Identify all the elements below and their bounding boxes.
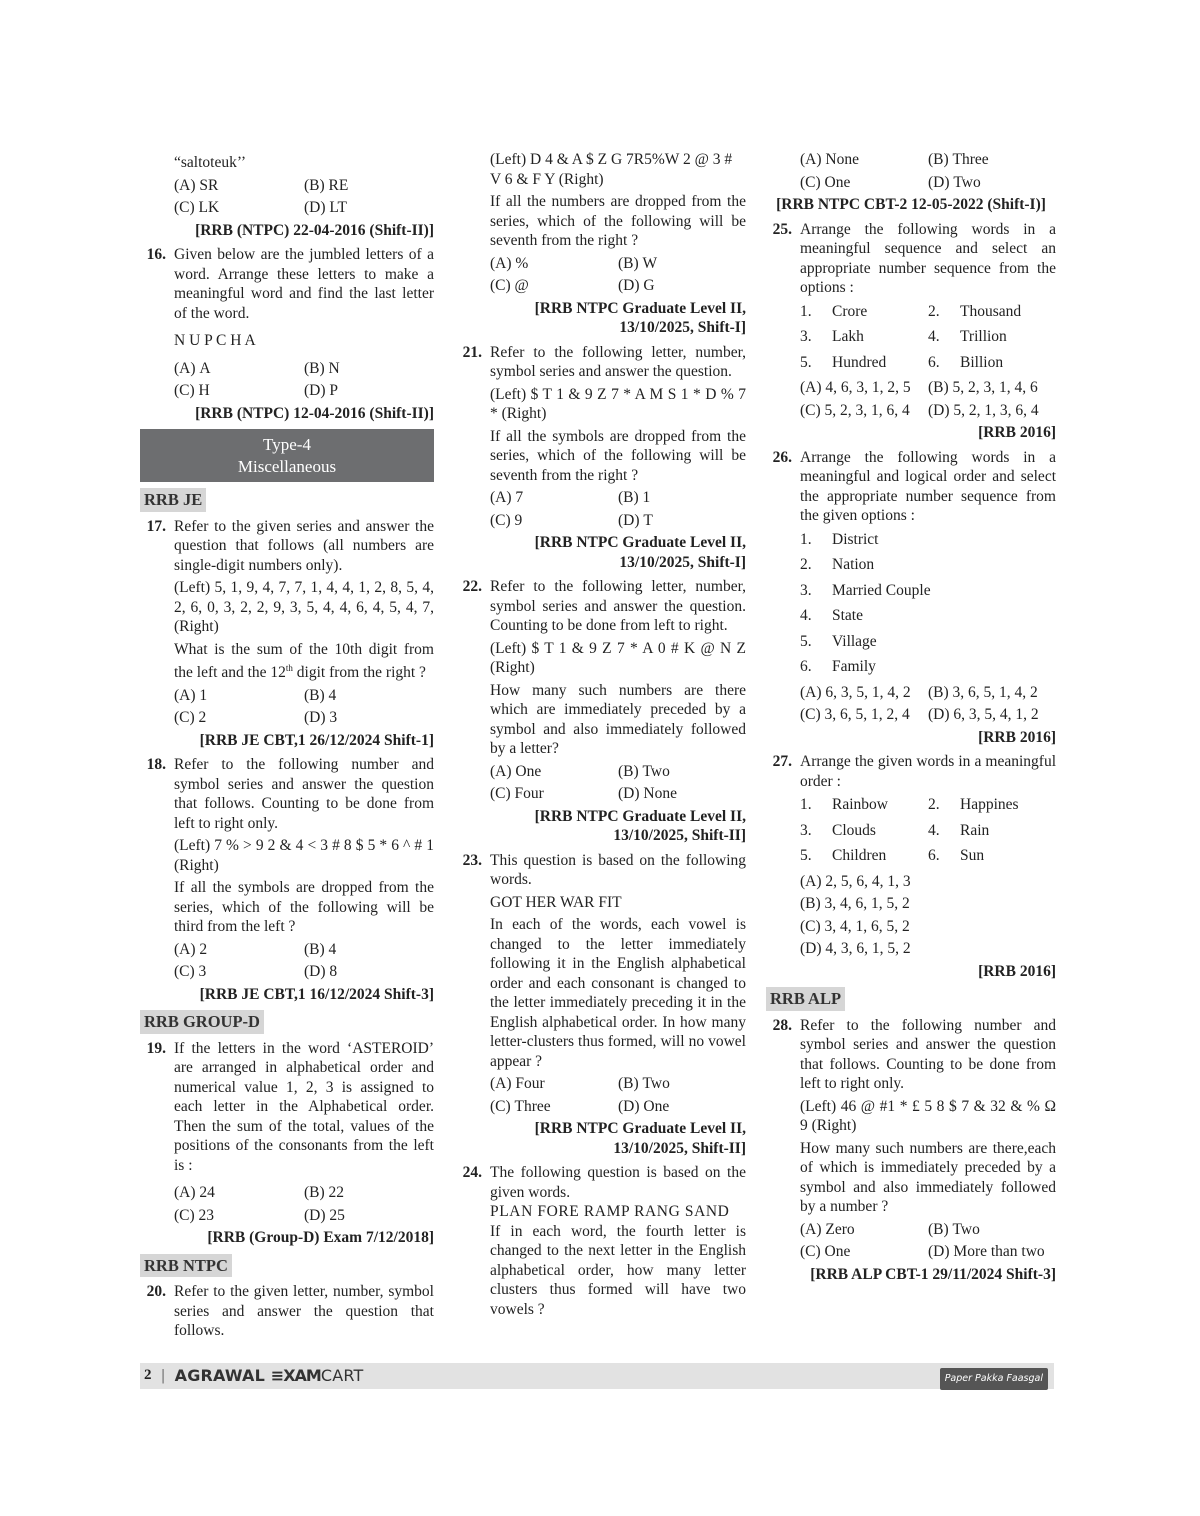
series: (Left) $ T 1 & 9 Z 7 * A 0 # K @ N Z (Right) (490, 639, 746, 676)
series: (Left) 46 @ #1 * £ 5 8 $ 7 & 32 & % Ω 9 (Right) (800, 1097, 1056, 1134)
exam-source: [RRB (NTPC) 12-04-2016 (Shift-II)] (195, 404, 434, 422)
option-a[interactable]: (A) 24 (174, 1184, 215, 1202)
type-title: Type-4 (263, 435, 311, 454)
exam-source: [RRB NTPC Graduate Level II, 13/10/2025, Shift-II] (534, 807, 746, 844)
question-text: Refer to the following letter, number, symbol series and answer the question. (490, 343, 746, 380)
list-item: 4. Trillion (928, 328, 1007, 345)
question-prompt: What is the sum of the 10th digit from the left and the 12th digit from the right ? (174, 640, 434, 682)
question-number: 16. (146, 246, 166, 263)
option-c[interactable]: (C) LK (174, 199, 220, 216)
option-a[interactable]: (A) 6, 3, 5, 1, 4, 2 (800, 683, 911, 701)
question-number: 19. (146, 1039, 166, 1057)
options (174, 686, 434, 728)
option-c[interactable]: (C) 23 (174, 1206, 215, 1224)
list-item: 2. Thousand (928, 302, 1022, 320)
option-b[interactable]: (B) 1 (618, 489, 651, 506)
exam-source: [RRB ALP CBT-1 29/11/2024 Shift-3] (810, 1265, 1056, 1283)
exam-source: [RRB NTPC Graduate Level II, 13/10/2025, Shift-I] (534, 534, 746, 571)
option-c[interactable]: (C) 3, 6, 5, 1, 2, 4 (800, 706, 910, 723)
question-21 (456, 343, 746, 573)
list-item: 6. Billion (928, 353, 1004, 371)
question-27 (766, 752, 1056, 981)
list-item: 2. Happines (928, 796, 1019, 813)
question-number: 18. (146, 756, 166, 774)
option-a[interactable]: (A) One (490, 762, 542, 780)
question-23 (456, 851, 746, 1159)
option-c[interactable]: (C) 2 (174, 709, 207, 727)
question-19 (140, 1039, 434, 1248)
option-c[interactable]: (C) One (800, 173, 851, 191)
series: (Left) D 4 & A $ Z G 7R5%W 2 @ 3 # V 6 & F Y (Right) (490, 151, 733, 188)
options (174, 940, 434, 982)
option-b[interactable]: (B) RE (304, 176, 349, 194)
question-text: Refer to the following letter, number, symbol series and answer the question. Counting to be done from left to right. (490, 578, 746, 634)
question-20-continuation (456, 150, 746, 338)
option-d[interactable]: (D) 4, 3, 6, 1, 5, 2 (800, 940, 911, 957)
option-c[interactable]: (C) @ (490, 277, 529, 294)
question-number: 17. (146, 517, 166, 535)
option-d[interactable]: (D) T (618, 511, 653, 529)
question-26 (766, 448, 1056, 748)
option-a[interactable]: (A) 2 (174, 940, 208, 958)
list-item: 2. Nation (800, 556, 875, 573)
question-text: Refer to the following number and symbol series and answer the question that follows. Counting to be done from left to right only. (800, 1016, 1056, 1092)
option-a[interactable]: (A) 2, 5, 6, 4, 1, 3 (800, 872, 911, 890)
option-a[interactable]: (A) A (174, 359, 211, 377)
question-text: Arrange the following words in a meaningful sequence and select an appropriate number sequence from the options : (800, 220, 1056, 296)
option-a[interactable]: (A) % (490, 254, 529, 272)
option-a[interactable]: (A) Zero (800, 1220, 855, 1238)
option-b[interactable]: (B) Two (928, 1220, 980, 1238)
question-number: 22. (462, 578, 482, 595)
option-a[interactable]: (A) 1 (174, 686, 208, 704)
series: (Left) 5, 1, 9, 4, 7, 7, 1, 4, 4, 1, 2, 8, 5, 4, 2, 6, 0, 3, 2, 2, 9, 3, 5, 4, 4, 6, 4, 5, 4, 7, (Right) (174, 579, 434, 635)
option-d[interactable]: (D) LT (304, 199, 347, 216)
option-a[interactable]: (A) 7 (490, 489, 524, 506)
question-number: 26. (772, 448, 792, 466)
exam-source: [RRB NTPC Graduate Level II, 13/10/2025, Shift-I] (534, 299, 746, 336)
given-words: GOT HER WAR FIT (490, 893, 622, 911)
type-subtitle: Miscellaneous (237, 457, 337, 476)
options (800, 378, 1056, 420)
exam-source: [RRB (NTPC) 22-04-2016 (Shift-II)] (195, 221, 434, 239)
option-b[interactable]: (B) W (618, 254, 658, 272)
jumbled-letters: N U P C H A (174, 332, 256, 349)
question-prompt: If in each word, the fourth letter is changed to the next letter in the English alphabetical order, how many letter clusters thus formed will have two vowels ? (490, 1222, 746, 1318)
exam-source: [RRB 2016] (978, 728, 1056, 746)
list-item: 1. Crore (800, 302, 868, 320)
section-heading-rrb-alp: RRB ALP (766, 987, 845, 1011)
question-text: This question is based on the following words. (490, 851, 746, 888)
word-list (800, 530, 1056, 677)
option-c[interactable]: (C) Three (490, 1097, 551, 1115)
options (174, 176, 434, 218)
exam-source: [RRB 2016] (978, 962, 1056, 980)
tagline-badge: Paper Pakka Faasgal (940, 1368, 1048, 1390)
question-text: Refer to the given series and answer the question that follows (all numbers are single-digit numbers only). (174, 517, 434, 574)
question-number: 20. (146, 1283, 166, 1301)
options (174, 359, 434, 401)
list-item: 3. Clouds (800, 821, 876, 839)
option-d[interactable]: (D) One (618, 1097, 670, 1115)
column-left (140, 150, 434, 1341)
footer-separator: | (161, 1367, 165, 1385)
question-number: 23. (462, 851, 482, 869)
option-b[interactable]: (B) 22 (304, 1184, 345, 1202)
option-b[interactable]: (B) Two (618, 762, 670, 780)
option-c[interactable]: (C) 9 (490, 511, 523, 529)
option-c[interactable]: (C) Four (490, 785, 544, 802)
option-a[interactable]: (A) SR (174, 176, 219, 194)
question-text: Refer to the given letter, number, symbol series and answer the question that follows. (174, 1283, 434, 1340)
question-prompt: If all the symbols are dropped from the series, which of the following will be third from the left ? (174, 879, 434, 936)
option-b[interactable]: (B) 3, 6, 5, 1, 4, 2 (928, 683, 1038, 701)
option-b[interactable]: (B) 3, 4, 6, 1, 5, 2 (800, 895, 910, 912)
option-c[interactable]: (C) 3 (174, 963, 207, 981)
option-b[interactable]: (B) 4 (304, 940, 337, 958)
options (174, 1183, 434, 1225)
question-22 (456, 577, 746, 846)
option-b[interactable]: (B) Three (928, 151, 989, 168)
option-d[interactable]: (D) More than two (928, 1243, 1045, 1260)
word-list (800, 795, 1056, 866)
question-16 (140, 245, 434, 423)
exam-source: [RRB (Group-D) Exam 7/12/2018] (207, 1229, 434, 1247)
option-d[interactable]: (D) G (618, 277, 655, 294)
options (490, 488, 746, 530)
list-item: 5. Hundred (800, 353, 887, 371)
question-text: If the letters in the word ‘ASTEROID’ are arranged in alphabetical order and numerical value 1, 2, 3 is assigned to each letter in the Alphabetical order. Then the sum of the total, values of the positions of the consonants from the left is : (174, 1039, 434, 1174)
option-d[interactable]: (D) Two (928, 173, 981, 191)
option-b[interactable]: (B) 4 (304, 686, 337, 704)
question-text: The following question is based on the given words. (490, 1164, 746, 1201)
question-17 (140, 517, 434, 751)
question-15-continuation (140, 153, 434, 240)
option-d[interactable]: (D) 25 (304, 1206, 345, 1224)
page-footer (140, 1363, 1054, 1389)
options (800, 683, 1056, 725)
column-middle (456, 150, 746, 1319)
list-item: 6. Family (800, 658, 876, 675)
question-prompt: If all the numbers are dropped from the series, which of the following will be seventh from the right ? (490, 193, 746, 249)
options (490, 762, 746, 804)
exam-source: [RRB NTPC Graduate Level II, 13/10/2025, Shift-II] (534, 1120, 746, 1157)
given-words: PLAN FORE RAMP RANG SAND (490, 1203, 730, 1220)
options (800, 150, 1056, 192)
option-a[interactable]: (A) 4, 6, 3, 1, 2, 5 (800, 379, 911, 396)
series: (Left) $ T 1 & 9 Z 7 * A M S 1 * D % 7 * (Right) (490, 385, 746, 422)
question-28 (766, 1016, 1056, 1285)
exam-source: [RRB JE CBT,1 16/12/2024 Shift-3] (199, 985, 434, 1003)
question-text: Given below are the jumbled letters of a word. Arrange these letters to make a meaningful word and find the last letter of the word. (174, 246, 434, 322)
series: (Left) 7 % > 9 2 & 4 < 3 # 8 $ 5 * 6 ^ # 1 (Right) (174, 837, 434, 874)
question-text: Arrange the given words in a meaningful order : (800, 753, 1056, 790)
option-c[interactable]: (C) H (174, 382, 210, 399)
question-prompt: In each of the words, each vowel is changed to the letter immediately following it in the English alphabetical order and each consonant is changed to the letter immediately preceding it in the English alphabetical order. In how many letter-clusters thus formed, will no vowel appear ? (490, 916, 746, 1070)
option-d[interactable]: (D) None (618, 785, 677, 802)
question-20 (140, 1282, 434, 1341)
options (490, 254, 746, 296)
list-item: 5. Village (800, 632, 877, 650)
list-item: 4. State (800, 607, 863, 624)
question-number: 27. (772, 753, 792, 770)
options (800, 1220, 1056, 1262)
list-item: 4. Rain (928, 821, 990, 839)
option-d[interactable]: (D) 3 (304, 709, 338, 727)
option-d[interactable]: (D) P (304, 382, 339, 399)
question-text: Refer to the following number and symbol series and answer the question that follows. Counting to be done from left to right only. (174, 756, 434, 832)
options (800, 872, 1056, 959)
option-d[interactable]: (D) 5, 2, 1, 3, 6, 4 (928, 401, 1039, 419)
option-a[interactable]: (A) Four (490, 1075, 545, 1092)
list-item: 6. Sun (928, 847, 985, 864)
question-prompt: If all the symbols are dropped from the series, which of the following will be seventh from the right ? (490, 427, 746, 484)
list-item: 5. Children (800, 847, 887, 864)
question-prompt: How many such numbers are there which are immediately preceded by a symbol and also immediately followed by a letter? (490, 681, 746, 757)
option-c[interactable]: (C) 3, 4, 1, 6, 5, 2 (800, 917, 910, 935)
question-word: “saltoteuk’’ (174, 154, 247, 171)
page-number: 2 (144, 1367, 152, 1384)
exam-source: [RRB JE CBT,1 26/12/2024 Shift-1] (199, 731, 434, 749)
option-c[interactable]: (C) One (800, 1243, 851, 1260)
options (490, 1074, 746, 1116)
question-number: 28. (772, 1016, 792, 1034)
question-number: 21. (462, 343, 482, 361)
section-heading-rrb-group-d: RRB GROUP-D (140, 1010, 264, 1034)
option-c[interactable]: (C) 5, 2, 3, 1, 6, 4 (800, 401, 910, 419)
brand-logo: AGRAWAL ≡XAMCART (174, 1366, 364, 1386)
question-24 (456, 1163, 746, 1319)
section-heading-rrb-je: RRB JE (140, 488, 206, 512)
option-d[interactable]: (D) 8 (304, 963, 338, 981)
option-d[interactable]: (D) 6, 3, 5, 4, 1, 2 (928, 706, 1039, 723)
list-item: 3. Lakh (800, 328, 864, 345)
column-right (766, 150, 1056, 1284)
list-item: 1. Rainbow (800, 796, 888, 813)
question-18 (140, 755, 434, 1004)
type-banner (140, 429, 434, 482)
question-number: 25. (772, 220, 792, 238)
option-b[interactable]: (B) Two (618, 1075, 670, 1092)
option-a[interactable]: (A) None (800, 151, 859, 168)
section-heading-rrb-ntpc: RRB NTPC (140, 1254, 232, 1278)
exam-source: [RRB NTPC CBT-2 12-05-2022 (Shift-I)] (776, 196, 1046, 213)
option-b[interactable]: (B) N (304, 359, 340, 377)
question-text: Arrange the following words in a meaningful and logical order and select the appropriate number sequence from the given options : (800, 448, 1056, 524)
list-item: 3. Married Couple (800, 581, 931, 599)
option-b[interactable]: (B) 5, 2, 3, 1, 4, 6 (928, 379, 1038, 396)
question-25 (766, 220, 1056, 443)
question-prompt: How many such numbers are there,each of which is immediately preceded by a symbol and also immediately followed by a number ? (800, 1139, 1056, 1215)
word-list (800, 302, 1056, 373)
question-24-continuation (766, 150, 1056, 192)
question-number: 24. (462, 1164, 482, 1181)
list-item: 1. District (800, 530, 879, 548)
exam-source: [RRB 2016] (978, 424, 1056, 441)
